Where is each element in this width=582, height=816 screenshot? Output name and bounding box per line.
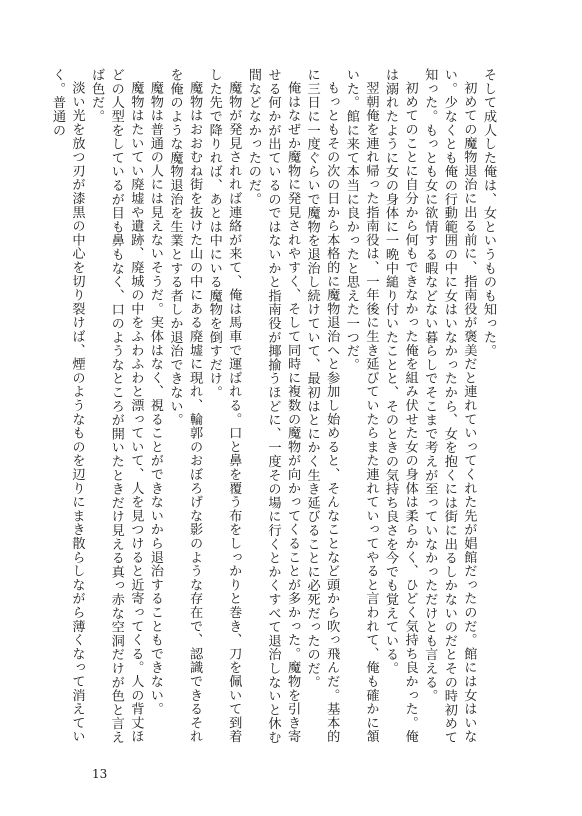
paragraph: 翌朝俺を連れ帰った指南役は、一年後に生き延びていたらまた連れていってやると言われて、俺も確かに頷いた。館に来て本当に良かったと思えた一つだ。 [343, 68, 379, 744]
page-number: 13 [92, 767, 108, 781]
vertical-text-columns [49, 68, 498, 754]
paragraph: 初めての魔物退治に出る前に、指南役が褒美だと連れていってくれた先が娼館だったのだ。館には女はいない。少なくとも俺の行動範囲の中に女はいなかったから、女を抱くには街に出るしかないのだとその時初めて知った。もっとも女に欲情する暇などない暮らしでそこまで考えが至っていなかっただけとも言える。 [422, 68, 477, 745]
paragraph: 魔物はたいてい廃墟や遺跡、廃城の中をふわふわと漂っていて、人を見つけると近寄ってくる。人の背丈ほどの人型をしているが目も鼻もなく、口のようなところが開いたときだけ見える真っ赤な空洞だけが色と言えば色だ。 [89, 68, 144, 745]
paragraph: 淡い光を放つ刃が漆黒の中心を切り裂けば、煙のようなものを辺りにまき散らしながら薄くなって消えていく。普通の [49, 68, 85, 744]
paragraph: 魔物は普通の人には見えないそうだ。実体はなく、視ることができないから退治することもできない。 [147, 81, 163, 716]
paragraph: 俺はなぜか魔物に発見されやすく、そして同時に複数の魔物が向かってくることが多かった。魔物を引き寄せる何かが出ているのではないかと指南役が揶揄うほどに、一度その場に行くとかくすべて退治しないと休む間などなかったのだ。 [245, 68, 301, 745]
paragraph: 魔物はおおむね街を抜けた山の中にある廃墟に現れ、輪郭のおぼろげな影のような存在で、認識できるそれを俺のような魔物退治を生業とする者しか退治できない。 [167, 68, 203, 744]
body-text-block [49, 68, 498, 754]
paragraph: 魔物が発見されれば連絡が来て、俺は馬車で運ばれる。口と鼻を覆う布をしっかりと巻き、刀を佩いて到着した先で降りれば、あとは中にいる魔物を倒すだけ。 [206, 68, 242, 744]
paragraph: そして成人した俺は、女というものも知った。 [481, 68, 496, 358]
paragraph: もっともその次の日から本格的に魔物退治へと参加し始めると、そんなことなど頭から吹っ飛んだ。基本的に三日に一度ぐらいで魔物を退治し続けていて、最初はとにかく生き延びることに必死だったのだ。 [304, 68, 340, 744]
paragraph: 初めてのことに自分から何もできなかった俺を組み伏せた女の身体は柔らかく、ひどく気持ち良かった。俺は溺れたように女の身体に一晩中縋り付いたことと、そのときの気持ち良さを今でも覚えている。 [383, 68, 418, 744]
